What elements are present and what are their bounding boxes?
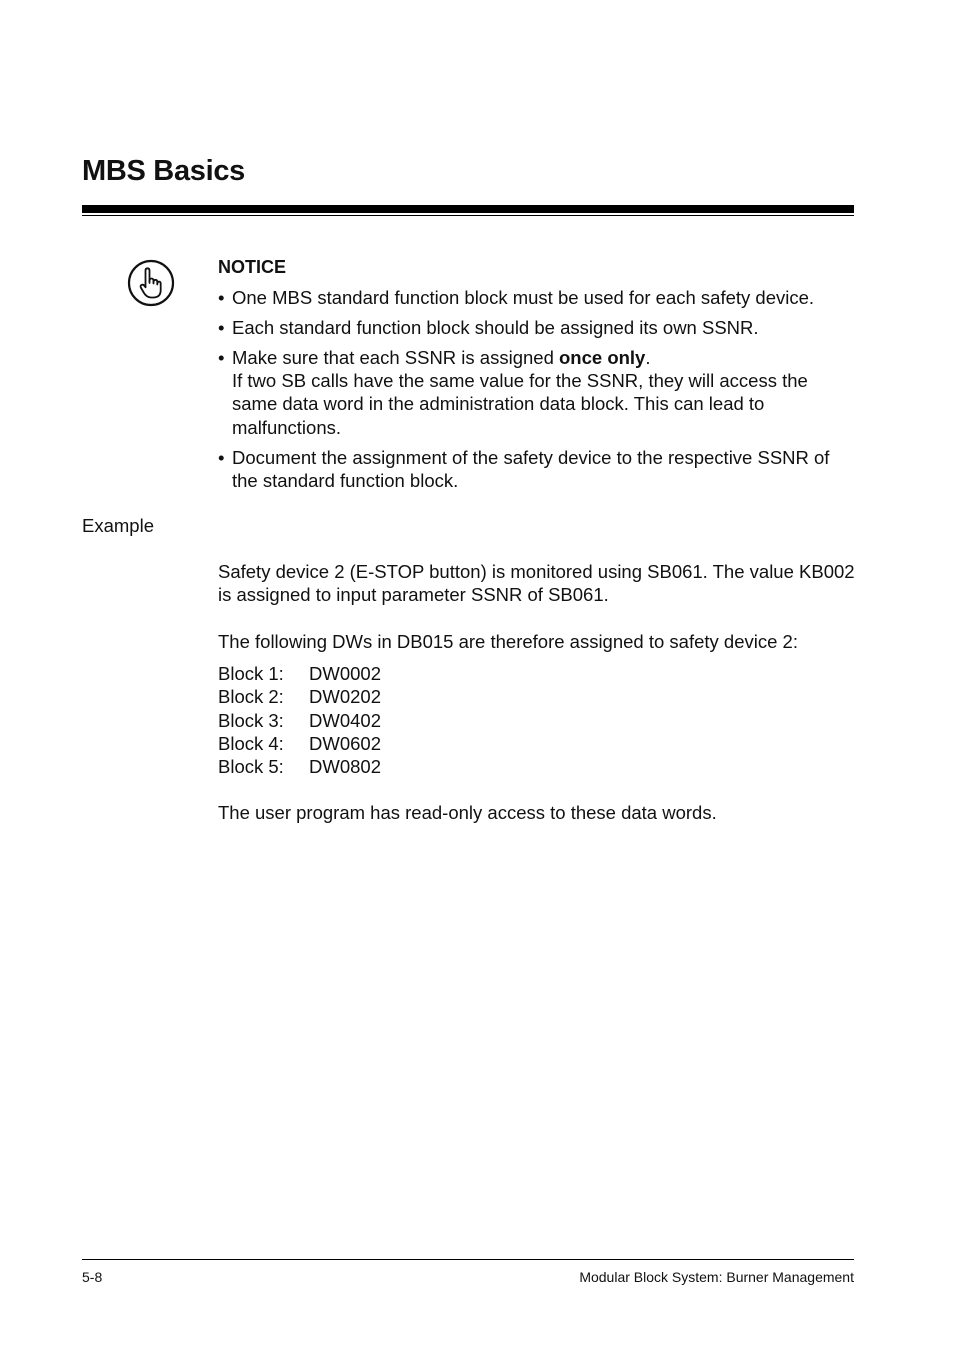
list-item-text-end: .: [645, 347, 651, 368]
bullet-symbol: •: [218, 446, 225, 468]
block-label: Block 5:: [218, 756, 284, 778]
notice-list: [218, 286, 858, 499]
block-label: Block 4:: [218, 732, 284, 754]
example-paragraph: Safety device 2 (E-STOP button) is monitored using SB061. The value KB002 is assigned to input parameter SSNR of SB061.: [218, 561, 855, 606]
list-item: [218, 346, 858, 439]
bullet-symbol: •: [218, 287, 225, 308]
pointing-hand-icon: [127, 259, 175, 307]
block-row: [218, 685, 381, 708]
block-assignment-list: [218, 662, 381, 778]
block-row: [218, 755, 381, 778]
page-title: MBS Basics: [82, 155, 246, 187]
list-item-continuation: If two SB calls have the same value for the SSNR, they will access the same data word in the administration data block. This can lead to malfunctions.: [232, 370, 808, 438]
list-item: [218, 286, 858, 309]
footer-rule: [82, 1259, 854, 1260]
example-label: Example: [82, 515, 154, 536]
bullet-symbol: •: [218, 317, 225, 338]
list-item: [218, 446, 858, 492]
block-label: Block 1:: [218, 663, 284, 684]
block-value: DW0402: [309, 709, 381, 731]
list-item: [218, 316, 858, 339]
bullet-symbol: •: [218, 347, 225, 368]
emphasis-text: once only: [559, 347, 646, 368]
block-row: [218, 732, 381, 755]
block-row: [218, 662, 381, 685]
page-number: 5-8: [82, 1269, 103, 1285]
document-title: Modular Block System: Burner Management: [579, 1269, 854, 1285]
title-rule-thin: [82, 215, 854, 216]
list-item-text: One MBS standard function block must be used for each safety device.: [232, 287, 815, 308]
block-label: Block 2:: [218, 686, 284, 708]
block-value: DW0602: [309, 732, 381, 754]
list-item-text: Make sure that each SSNR is assigned: [232, 347, 559, 368]
title-rule-thick: [82, 205, 854, 213]
block-value: DW0802: [309, 756, 381, 778]
example-paragraph: The user program has read-only access to these data words.: [218, 802, 717, 823]
list-item-text: Document the assignment of the safety device to the respective SSNR of the standard function block.: [232, 446, 830, 491]
list-item-text: Each standard function block should be assigned its own SSNR.: [232, 317, 759, 338]
block-value: DW0202: [309, 686, 381, 708]
block-label: Block 3:: [218, 709, 284, 731]
block-row: [218, 709, 381, 732]
example-paragraph: The following DWs in DB015 are therefore assigned to safety device 2:: [218, 631, 798, 652]
notice-heading: NOTICE: [218, 257, 287, 277]
block-value: DW0002: [309, 663, 381, 684]
